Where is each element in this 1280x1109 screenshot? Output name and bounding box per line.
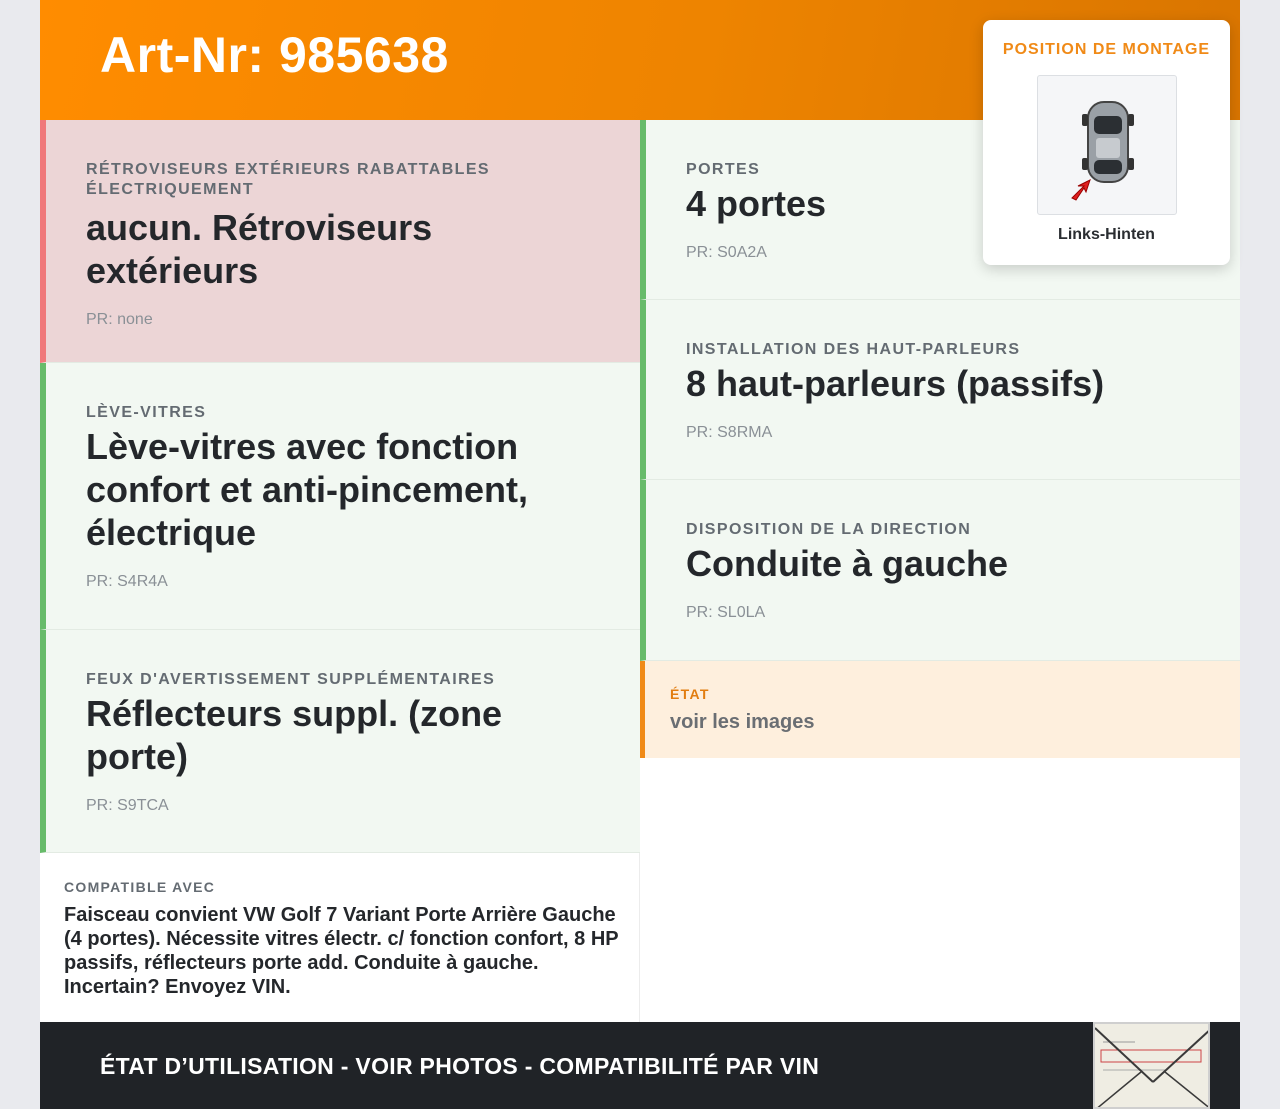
feature-pr-code: PR: S4R4A [86, 573, 168, 590]
feature-pr-code: PR: S8RMA [686, 424, 773, 441]
feature-label: PORTES [686, 161, 761, 178]
feature-pr-code: PR: S0A2A [686, 244, 767, 261]
mounting-position-diagram[interactable] [1037, 75, 1177, 215]
footer [40, 1022, 1240, 1109]
compatibility-label: COMPATIBLE AVEC [64, 879, 216, 895]
feature-card-mirrors [40, 120, 640, 363]
compatibility-text: Faisceau convient VW Golf 7 Variant Porte Arrière Gauche (4 portes). Nécessite vitres électr. c/ fonction confort, 8 HP passifs, réflecteurs porte add. Conduite à gauche. Incertain? Envoyez VIN. [64, 904, 619, 998]
footer-text: ÉTAT D’UTILISATION - VOIR PHOTOS - COMPATIBILITÉ PAR VIN [100, 1053, 820, 1079]
mounting-position-card [983, 20, 1230, 265]
feature-card-steering [640, 480, 1240, 661]
feature-card-windows [40, 363, 640, 630]
condition-value: voir les images [670, 711, 815, 733]
condition-card [640, 661, 1240, 758]
label-sticker-photo[interactable] [1093, 1022, 1210, 1109]
car-top-view-icon [1038, 76, 1178, 216]
feature-label: INSTALLATION DES HAUT-PARLEURS [686, 341, 1021, 358]
condition-label: ÉTAT [670, 686, 710, 702]
feature-value: 8 haut-parleurs (passifs) [686, 363, 1105, 404]
mounting-position-caption: Links-Hinten [1058, 226, 1155, 243]
feature-label: LÈVE-VITRES [86, 404, 207, 421]
feature-label: RÉTROVISEURS EXTÉRIEURS RABATTABLES ÉLECTRIQUEMENT [86, 161, 490, 198]
feature-value: Conduite à gauche [686, 543, 1009, 584]
feature-value: 4 portes [686, 183, 827, 224]
compatibility-section [40, 853, 640, 1022]
feature-label: DISPOSITION DE LA DIRECTION [686, 521, 972, 538]
feature-pr-code: PR: S9TCA [86, 797, 169, 814]
feature-pr-code: PR: none [86, 311, 153, 328]
feature-value: Lève-vitres avec fonction confort et anti-pincement, électrique [86, 426, 529, 553]
mounting-position-title: POSITION DE MONTAGE [1002, 41, 1211, 58]
envelope-icon [1095, 1024, 1210, 1109]
feature-label: FEUX D'AVERTISSEMENT SUPPLÉMENTAIRES [86, 671, 496, 688]
feature-card-speakers [640, 300, 1240, 480]
feature-value: aucun. Rétroviseurs extérieurs [86, 207, 433, 291]
feature-card-warning-lights [40, 630, 640, 853]
feature-value: Réflecteurs suppl. (zone porte) [86, 693, 503, 777]
article-number-title: Art-Nr: 985638 [100, 27, 449, 83]
empty-panel [640, 758, 1240, 1022]
feature-pr-code: PR: SL0LA [686, 604, 766, 621]
